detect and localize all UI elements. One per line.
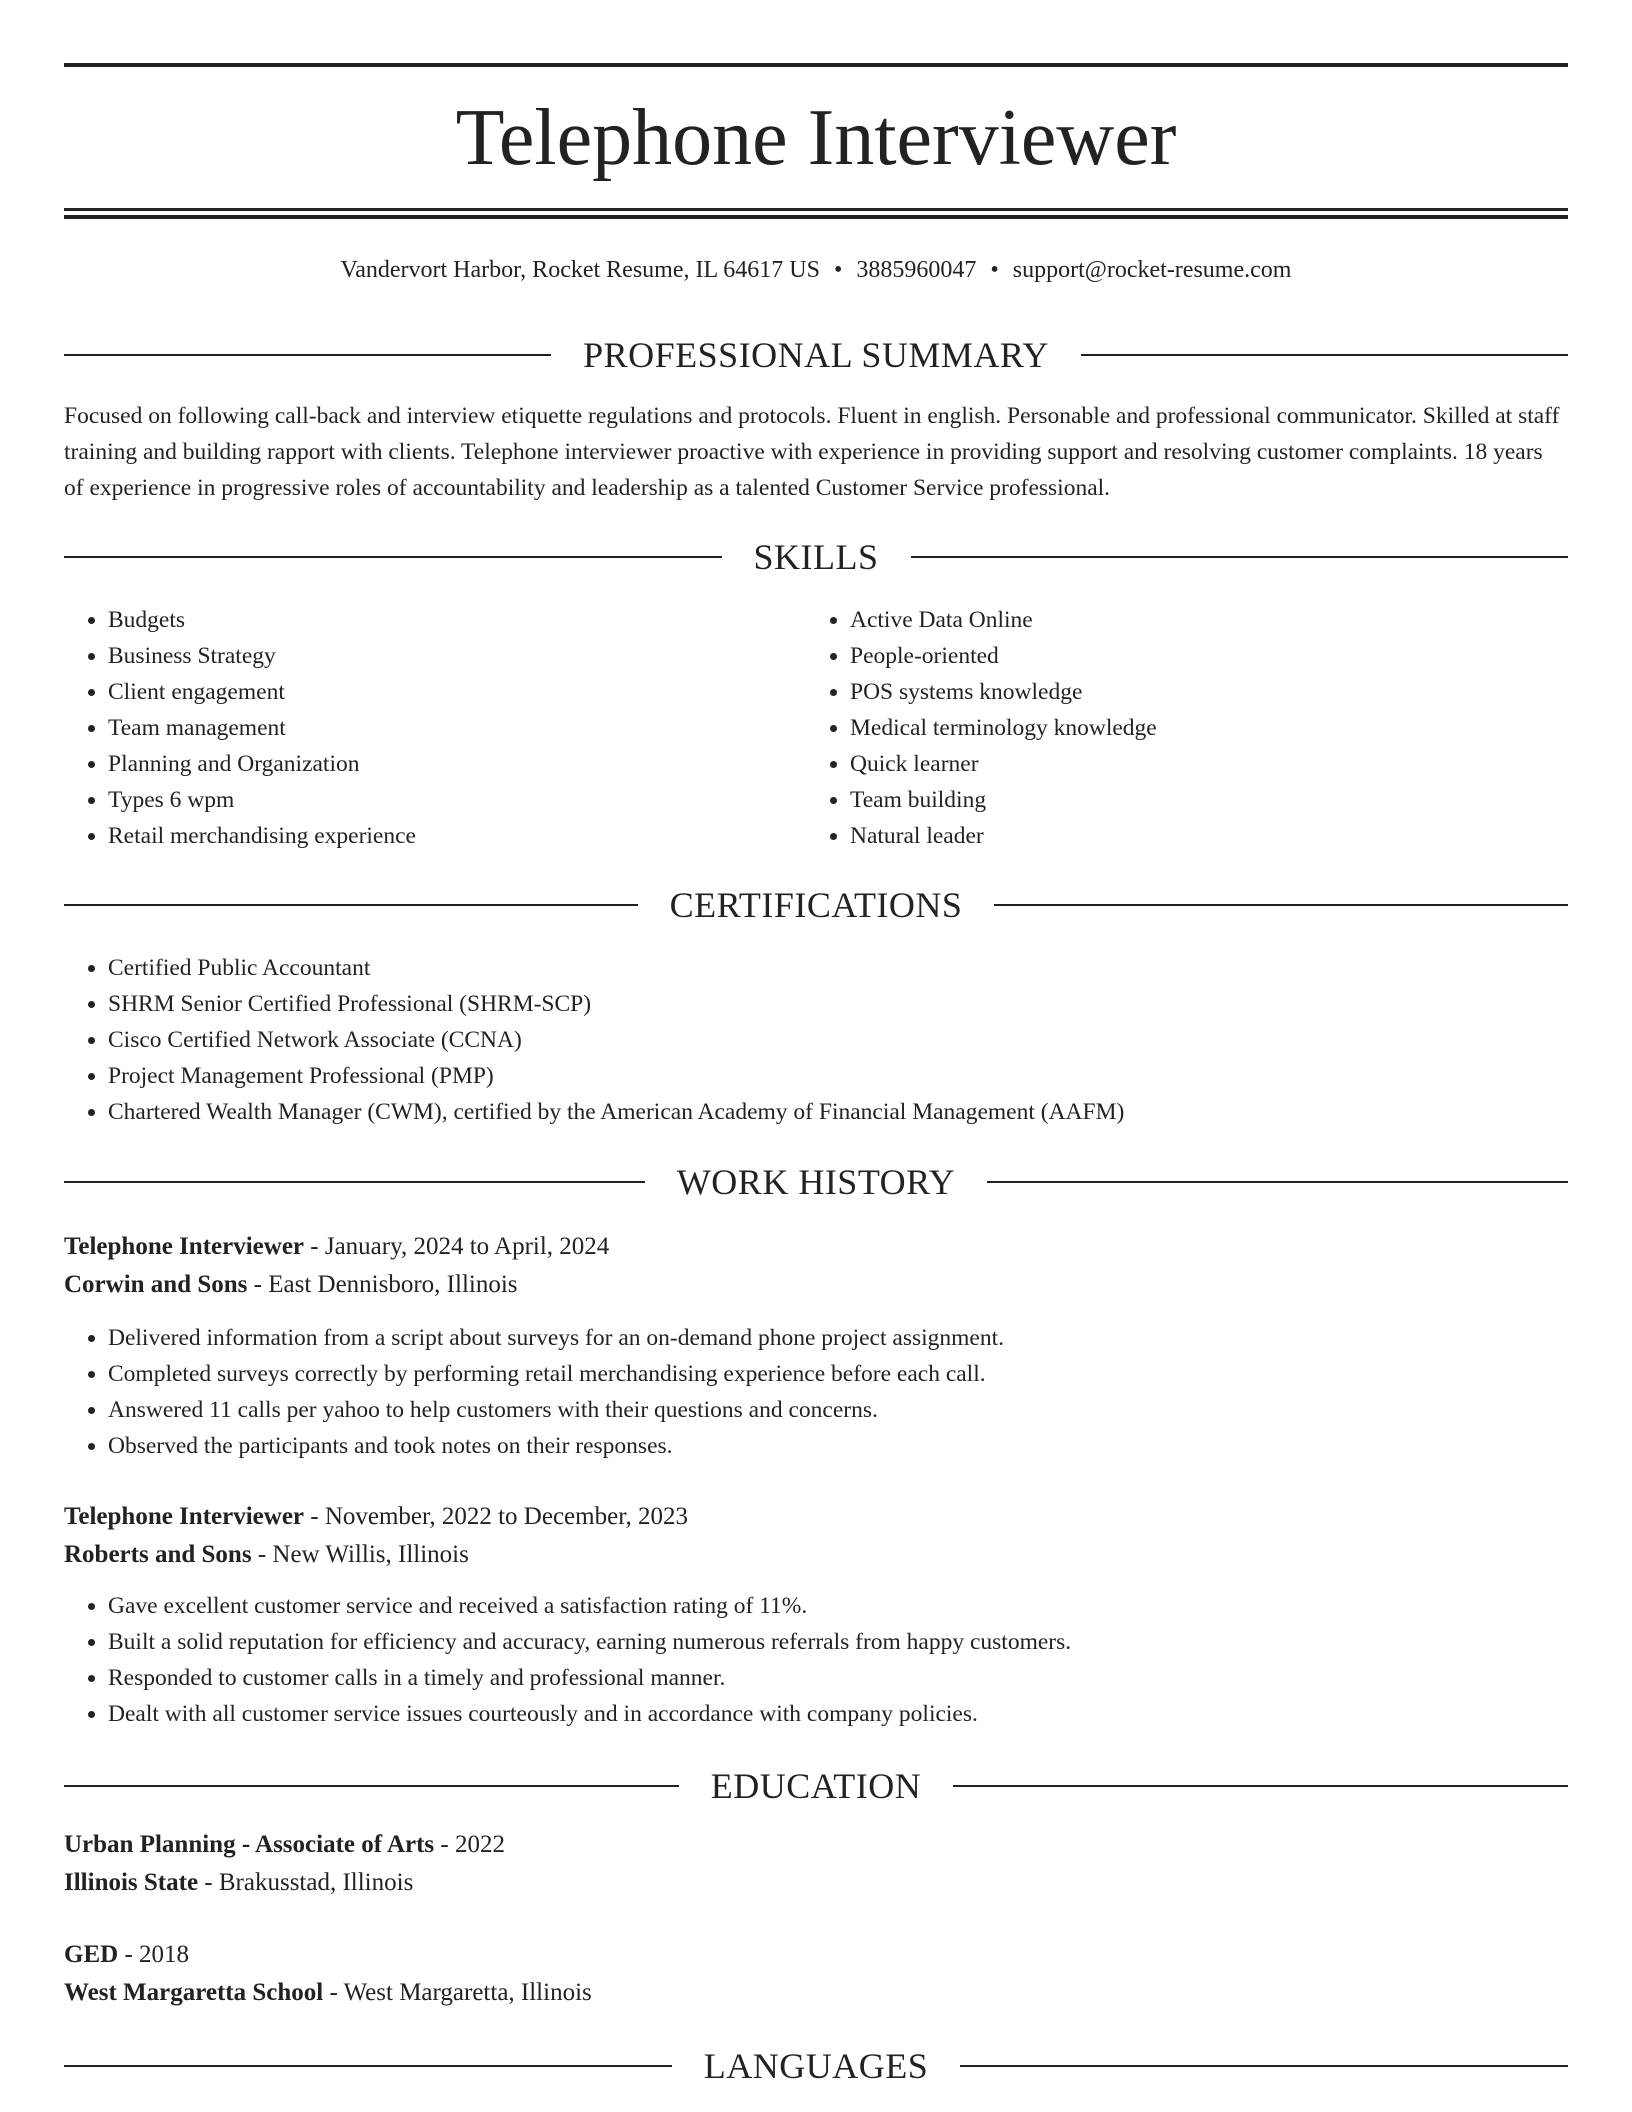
job-bullet: • Answered 11 calls per yahoo to help customers with their questions and concerns. [108, 1392, 1568, 1428]
heading-rule [994, 904, 1568, 906]
education-heading [64, 1764, 1568, 1808]
skill-item: • Planning and Organization [108, 746, 764, 782]
job-title: Telephone Interviewer [64, 1233, 305, 1260]
job-dates: - November, 2022 to December, 2023 [304, 1503, 689, 1530]
section-title: SKILLS [753, 537, 879, 577]
summary-text: Focused on following call-back and interview etiquette regulations and protocols. Fluent in english. Personable and professional communicator. Skilled at staff training and building rapport with clients. Telephone interviewer proactive with experience in providing support and resolving customer complaints. 18 years of experience in progressive roles of accountability and leadership as a talented Customer Service professional. [64, 403, 1560, 501]
resume-name: Telephone Interviewer [455, 94, 1177, 182]
certifications-list [64, 950, 1568, 1130]
skill-item: • Team building [850, 782, 1506, 818]
contact-email: support@rocket-resume.com [1012, 257, 1292, 283]
section-title: PROFESSIONAL SUMMARY [583, 335, 1049, 375]
contact-line [64, 254, 1568, 286]
section-title: LANGUAGES [703, 2046, 929, 2086]
skill-item: • Client engagement [108, 674, 764, 710]
skill-item: • Budgets [108, 602, 764, 638]
job-title: Telephone Interviewer [64, 1503, 305, 1530]
school-location: - West Margaretta, Illinois [323, 1979, 592, 2006]
education-entry [64, 1826, 1568, 1902]
section-title: CERTIFICATIONS [669, 885, 963, 925]
job-bullet: • Built a solid reputation for efficiency and accuracy, earning numerous referrals from happy customers. [108, 1624, 1568, 1660]
certification-item: • SHRM Senior Certified Professional (SHRM-SCP) [108, 986, 1568, 1022]
heading-rule [64, 1785, 679, 1787]
skills-heading [64, 535, 1568, 579]
skill-item: • Types 6 wpm [108, 782, 764, 818]
section-title: EDUCATION [710, 1766, 922, 1806]
heading-rule [64, 1181, 645, 1183]
skill-item: • POS systems knowledge [850, 674, 1506, 710]
degree-line [64, 1826, 1568, 1864]
job-title-line [64, 1228, 1568, 1266]
certification-item: • Project Management Professional (PMP) [108, 1058, 1568, 1094]
job-company: Corwin and Sons [64, 1271, 248, 1298]
skill-item: • Retail merchandising experience [108, 818, 764, 854]
skills-list-left [64, 602, 764, 854]
heading-rule [64, 2065, 672, 2067]
heading-rule [987, 1181, 1568, 1183]
name-rule-lower [64, 215, 1568, 219]
degree-line [64, 1936, 1568, 1974]
school: West Margaretta School [64, 1979, 324, 2006]
school-line [64, 1864, 1568, 1902]
skill-item: • Active Data Online [850, 602, 1506, 638]
certification-item: • Certified Public Accountant [108, 950, 1568, 986]
certification-item: • Chartered Wealth Manager (CWM), certified by the American Academy of Financial Management (AAFM) [108, 1094, 1568, 1130]
degree: Urban Planning - Associate of Arts [64, 1831, 435, 1858]
job-company-line [64, 1536, 1568, 1574]
contact-address: Vandervort Harbor, Rocket Resume, IL 64617 US [340, 257, 820, 283]
job-bullet: • Observed the participants and took notes on their responses. [108, 1428, 1568, 1464]
job-bullet: • Delivered information from a script about surveys for an on-demand phone project assignment. [108, 1320, 1568, 1356]
degree: GED [64, 1941, 119, 1968]
work-heading [64, 1160, 1568, 1204]
section-title: WORK HISTORY [676, 1162, 956, 1202]
skill-item: • Business Strategy [108, 638, 764, 674]
job-company: Roberts and Sons [64, 1541, 252, 1568]
contact-phone: 3885960047 [856, 257, 977, 283]
job-bullet: • Gave excellent customer service and received a satisfaction rating of 11%. [108, 1588, 1568, 1624]
school-line [64, 1974, 1568, 2012]
work-entry [64, 1228, 1568, 1464]
heading-rule [953, 1785, 1568, 1787]
heading-rule [960, 2065, 1568, 2067]
heading-rule [64, 904, 638, 906]
job-location: - New Willis, Illinois [251, 1541, 469, 1568]
job-bullet: • Completed surveys correctly by performing retail merchandising experience before each call. [108, 1356, 1568, 1392]
job-bullet: • Dealt with all customer service issues courteously and in accordance with company policies. [108, 1696, 1568, 1732]
certification-item: • Cisco Certified Network Associate (CCNA) [108, 1022, 1568, 1058]
skill-item: • People-oriented [850, 638, 1506, 674]
contact-separator: • [990, 257, 999, 283]
job-dates: - January, 2024 to April, 2024 [304, 1233, 610, 1260]
skill-item: • Quick learner [850, 746, 1506, 782]
degree-year: - 2022 [434, 1831, 505, 1858]
heading-rule [911, 556, 1569, 558]
top-rule [64, 63, 1568, 67]
job-bullet: • Responded to customer calls in a timely and professional manner. [108, 1660, 1568, 1696]
skill-item: • Medical terminology knowledge [850, 710, 1506, 746]
contact-separator: • [833, 257, 843, 283]
skill-item: • Team management [108, 710, 764, 746]
name-rule-upper [64, 208, 1568, 211]
school-location: - Brakusstad, Illinois [198, 1869, 414, 1896]
heading-rule [64, 556, 722, 558]
heading-rule [64, 354, 551, 356]
skills-column-left [64, 602, 764, 854]
job-company-line [64, 1266, 1568, 1304]
job-location: - East Dennisboro, Illinois [247, 1271, 518, 1298]
job-bullets [64, 1588, 1568, 1732]
heading-rule [1081, 354, 1568, 356]
certifications-heading [64, 883, 1568, 927]
skills-column-right [806, 602, 1506, 854]
education-entry [64, 1936, 1568, 2012]
skills-list-right [806, 602, 1506, 854]
certifications-block [64, 950, 1568, 1130]
work-entry [64, 1498, 1568, 1732]
summary-heading [64, 333, 1568, 377]
job-title-line [64, 1498, 1568, 1536]
school: Illinois State [64, 1869, 199, 1896]
skill-item: • Natural leader [850, 818, 1506, 854]
languages-heading [64, 2044, 1568, 2088]
degree-year: - 2018 [118, 1941, 190, 1968]
job-bullets [64, 1320, 1568, 1464]
